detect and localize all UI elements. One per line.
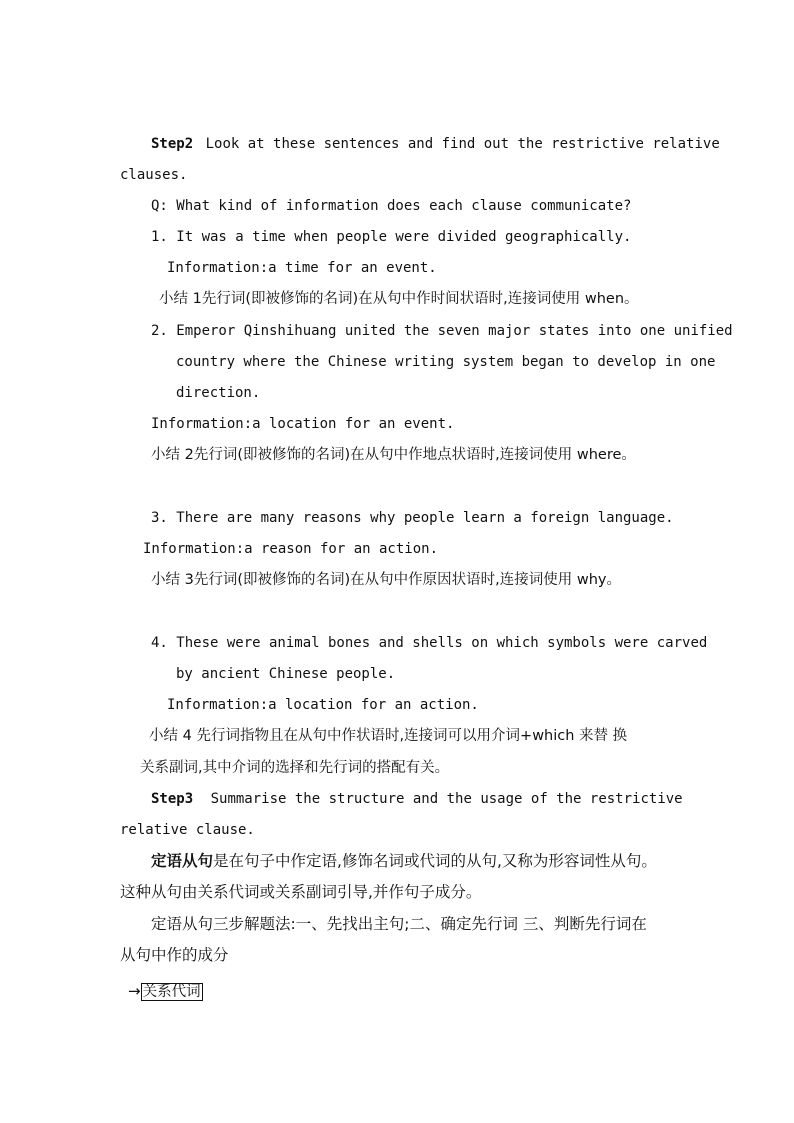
definition-text: 是在句子中作定语,修饰名词或代词的从句,又称为形容词性从句。 (213, 852, 657, 870)
sentence-2-line-3: direction. (176, 385, 261, 401)
summary-4-line-1: 小结 4 先行词指物且在从句中作状语时,连接词可以用介词+which 来替 换 (149, 728, 628, 744)
information-1: Information:a time for an event. (167, 260, 437, 276)
sentence-1: 1. It was a time when people were divided geographically. (151, 229, 632, 245)
method-line-1: 定语从句三步解题法:一、先找出主句;二、确定先行词 三、判断先行词在 (151, 915, 647, 933)
sentence-3: 3. There are many reasons why people learn a foreign language. (151, 510, 674, 526)
sentence-2-line-2: country where the Chinese writing system began to develop in one (176, 354, 716, 370)
step3-label: Step3 (151, 791, 194, 807)
summary-4-line-2: 关系副词,其中介词的选择和先行词的搭配有关。 (140, 760, 450, 776)
step3-line-1 (151, 789, 683, 809)
definition-term: 定语从句 (151, 852, 214, 870)
method-line-2: 从句中作的成分 (120, 946, 229, 964)
step2-line-2: clauses. (120, 167, 188, 183)
definition-line-2: 这种从句由关系代词或关系副词引导,并作句子成分。 (120, 883, 482, 901)
step2-line-1 (151, 134, 720, 154)
sentence-4-line-2: by ancient Chinese people. (176, 666, 396, 682)
summary-3: 小结 3先行词(即被修饰的名词)在从句中作原因状语时,连接词使用 why。 (151, 572, 621, 588)
summary-1: 小结 1先行词(即被修饰的名词)在从句中作时间状语时,连接词使用 when。 (159, 291, 639, 307)
step3-line-2: relative clause. (120, 822, 255, 838)
sentence-4-line-1: 4. These were animal bones and shells on which symbols were carved (151, 635, 708, 651)
relative-pronoun-box: 关系代词 (142, 984, 201, 1000)
definition-line-1 (151, 851, 657, 871)
question-line: Q: What kind of information does each clause communicate? (151, 198, 632, 214)
arrow-row (128, 981, 203, 1002)
step2-label: Step2 (151, 136, 194, 152)
information-4: Information:a location for an action. (167, 697, 479, 713)
information-3: Information:a reason for an action. (143, 541, 439, 557)
summary-2: 小结 2先行词(即被修饰的名词)在从句中作地点状语时,连接词使用 where。 (151, 447, 636, 463)
step2-text-1: Look at these sentences and find out the restrictive relative (205, 136, 720, 152)
sentence-2-line-1: 2. Emperor Qinshihuang united the seven major states into one unified (151, 323, 733, 339)
right-arrow-icon: → (128, 982, 141, 1000)
information-2: Information:a location for an event. (151, 416, 455, 432)
step3-text-1: Summarise the structure and the usage of the restrictive (210, 791, 683, 807)
